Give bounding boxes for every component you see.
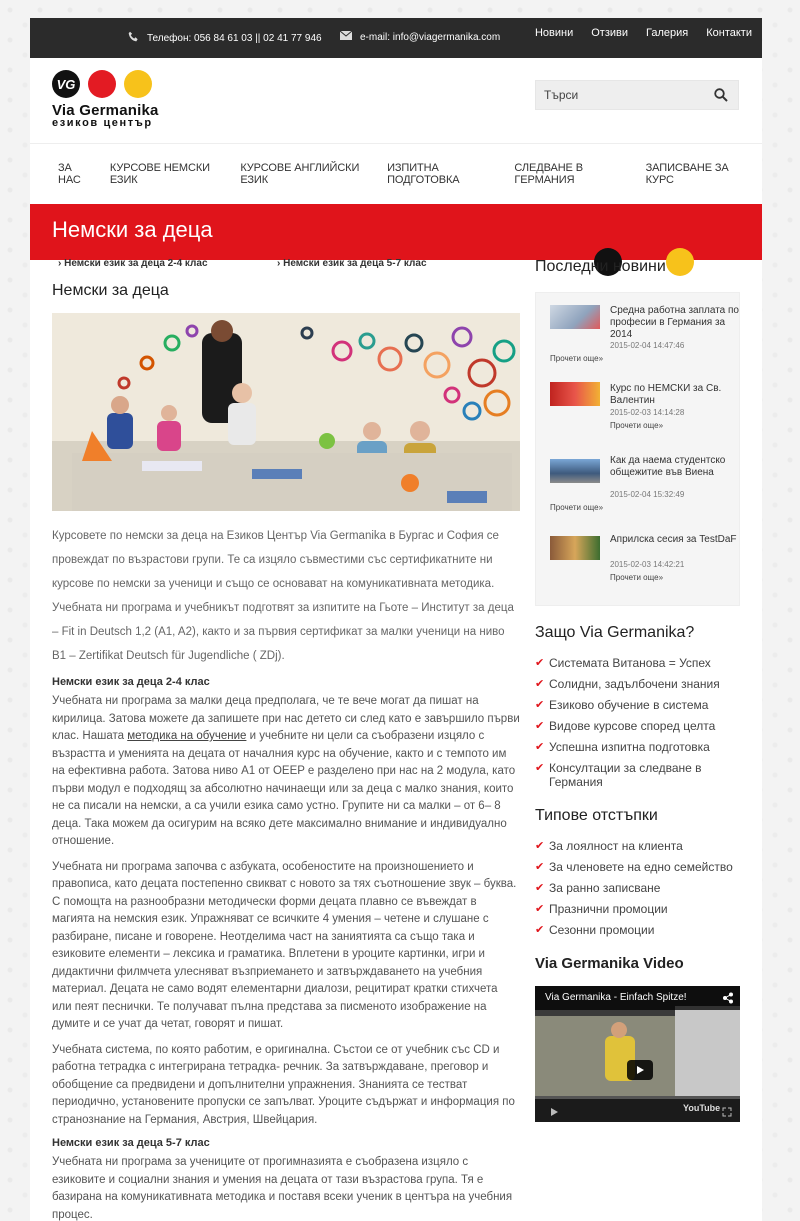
logo-yellow-circle bbox=[124, 70, 152, 98]
search-box bbox=[535, 80, 739, 110]
why-list bbox=[535, 656, 740, 789]
subtab-grade-2-4[interactable]: › Немски език за деца 2-4 клас bbox=[58, 258, 208, 269]
news-title-link[interactable]: Курс по НЕМСКИ за Св. Валентин bbox=[610, 383, 722, 406]
classroom-photo bbox=[52, 313, 520, 511]
subtab-label: Немски език за деца 2-4 клас bbox=[64, 258, 208, 269]
discount-item-label: За членовете на едно семейство bbox=[549, 860, 733, 874]
share-icon[interactable] bbox=[722, 991, 734, 1009]
news-item[interactable] bbox=[550, 534, 737, 586]
main-content bbox=[52, 258, 520, 1221]
why-item[interactable] bbox=[535, 656, 740, 670]
news-date: 2015-02-03 14:14:28 bbox=[610, 408, 685, 417]
check-icon: ✔ bbox=[535, 840, 545, 852]
news-item[interactable] bbox=[550, 382, 727, 459]
why-item-label: Системата Витанова = Успех bbox=[549, 656, 711, 670]
discount-item[interactable] bbox=[535, 902, 740, 916]
check-icon: ✔ bbox=[535, 882, 545, 894]
nav-item-study-germany[interactable]: СЛЕДВАНЕ В ГЕРМАНИЯ bbox=[514, 162, 583, 186]
paragraph-2-4-a bbox=[52, 693, 520, 851]
video-title: Via Germanika Video bbox=[535, 955, 684, 972]
phone-text: Телефон: 056 84 61 03 || 02 41 77 946 bbox=[147, 32, 322, 44]
check-icon: ✔ bbox=[535, 699, 545, 711]
news-title: Последни новини bbox=[535, 258, 666, 275]
discount-item[interactable] bbox=[535, 881, 740, 895]
logo[interactable] bbox=[52, 70, 162, 129]
why-item[interactable] bbox=[535, 740, 740, 754]
play-button[interactable] bbox=[627, 1060, 653, 1080]
check-icon: ✔ bbox=[535, 720, 545, 732]
discount-item[interactable] bbox=[535, 839, 740, 853]
discount-item-label: За ранно записване bbox=[549, 881, 661, 895]
news-title-link[interactable]: Априлска сесия за TestDaF bbox=[610, 534, 737, 545]
article-intro: Курсовете по немски за деца на Езиков Център Via Germanika в Бургас и София се провеждат по възрастови групи. Те са изцяло съвместими със сертификатните ни курсове по немски за ученици и също се основават на комуникативната методика. Учебната ни програма и учебникът подготвят за изпитите на Гьоте – Институт за деца – Fit in Deutsch 1,2 (A1, A2), както и за първия сертификат за малки ученици на ниво B1 – Zertifikat Deutsch für Jugendliche ( ZDj). bbox=[52, 530, 514, 662]
article-heading: Немски за деца bbox=[52, 282, 169, 299]
methodology-link[interactable]: методика на обучение bbox=[127, 730, 247, 742]
check-icon: ✔ bbox=[535, 903, 545, 915]
email-info[interactable] bbox=[340, 31, 500, 43]
check-icon: ✔ bbox=[535, 678, 545, 690]
sidebar bbox=[535, 258, 740, 1122]
subtab-label: Немски език за деца 5-7 клас bbox=[283, 258, 427, 269]
nav-item-german-courses[interactable]: КУРСОВЕ НЕМСКИ ЕЗИК bbox=[109, 162, 210, 186]
paragraph-2-4-c: Учебната система, по която работим, е оригинална. Състои се от учебник със CD и работна тетрадка с интегрирана тетрадка- речник. За затвърждаване, преговор и обобщение са предвидени и допълнителни упражнения. Знанията се тестват периодично, установените пропуски се запълват. Уроците съдържат и информация по странознание на Германия, Австрия, Швейцария. bbox=[52, 1043, 515, 1126]
logo-subtitle: езиков център bbox=[52, 117, 153, 129]
read-more-link[interactable]: Прочети още» bbox=[610, 573, 664, 582]
news-thumbnail bbox=[550, 459, 600, 483]
news-item[interactable] bbox=[550, 455, 727, 536]
news-title-link[interactable]: Как да наема студентско общежитие във Виена bbox=[610, 455, 726, 478]
video-caption: Via Germanika - Einfach Spitze! bbox=[545, 992, 687, 1003]
why-item-label: Консултации за следване в Германия bbox=[549, 761, 702, 789]
subtab-grade-5-7[interactable]: › Немски език за деца 5-7 клас bbox=[277, 258, 427, 269]
main-nav bbox=[30, 144, 762, 204]
read-more-link[interactable]: Прочети още» bbox=[550, 354, 604, 363]
text: Учебната ни програма за малки деца предполага, че те вече могат да пишат на кирилица. Затова можете да запишете при нас детето си след като е завършило първи клас. Нашата bbox=[52, 695, 520, 742]
page-title: Немски за деца bbox=[52, 217, 213, 242]
discount-item[interactable] bbox=[535, 860, 740, 874]
phone-icon bbox=[128, 31, 139, 45]
news-box bbox=[535, 292, 740, 606]
check-icon: ✔ bbox=[535, 657, 545, 669]
why-item-label: Солидни, задълбочени знания bbox=[549, 677, 720, 691]
discounts-list bbox=[535, 839, 740, 937]
email-text: e-mail: info@viagermanika.com bbox=[360, 31, 501, 43]
discount-item-label: За лоялност на клиента bbox=[549, 839, 683, 853]
discount-item-label: Сезонни промоции bbox=[549, 923, 655, 937]
sub-tabs bbox=[58, 258, 520, 269]
news-thumbnail bbox=[550, 382, 600, 406]
top-link-contacts[interactable]: Контакти bbox=[706, 27, 752, 39]
top-link-gallery[interactable]: Галерия bbox=[646, 27, 689, 39]
check-icon: ✔ bbox=[535, 861, 545, 873]
check-icon: ✔ bbox=[535, 741, 545, 753]
news-item[interactable] bbox=[550, 305, 739, 382]
news-date: 2015-02-04 15:32:49 bbox=[610, 490, 685, 499]
top-link-news[interactable]: Новини bbox=[534, 27, 574, 39]
check-icon: ✔ bbox=[535, 762, 545, 774]
why-item-label: Видове курсове според целта bbox=[549, 719, 716, 733]
logo-name: Via Germanika bbox=[52, 102, 159, 119]
read-more-link[interactable]: Прочети още» bbox=[610, 421, 664, 430]
section-heading-2-4: Немски език за деца 2-4 клас bbox=[52, 676, 210, 688]
why-title: Защо Via Germanika? bbox=[535, 624, 695, 641]
search-input[interactable] bbox=[536, 81, 706, 109]
news-title-link[interactable]: Средна работна заплата по професии в Германия за 2014 bbox=[610, 305, 739, 340]
search-icon[interactable] bbox=[706, 81, 736, 109]
why-item[interactable] bbox=[535, 677, 740, 691]
discounts-title: Типове отстъпки bbox=[535, 807, 658, 824]
page-banner bbox=[30, 204, 762, 260]
news-date: 2015-02-04 14:47:46 bbox=[610, 341, 685, 350]
paragraph-2-4-b: Учебната ни програма започва с азбуката, особеностите на произношението и правописа, като децата постепенно свикват с новото за тях съотношение звук – буква. С помощта на разнообразни методически форми децата плавно се въвеждат в магията на немския език. Упражняват се всичките 4 умения – четене и слушане с разбиране, писане и говорене. Неотделима част на заниятията са също така и езиковите елементи – лексика и граматика. Вплетени в уроците картинки, игри и дидактични филмчета улесняват възприемането и затвърждаването на учебния материал. Децата не само водят елементарни диалози, рецитират кратки стихчета или пеят песнички. Те получават пълна представа за писменото изображение на думите и се учат да четат, говорят и пишат. bbox=[52, 860, 517, 1030]
player-play-icon[interactable] bbox=[549, 1104, 559, 1122]
text: и учебните ни цели са съобразени изцяло с възрастта и уменията на децата от началния курс на обучение, както и с темпото им на ефективна работа. Затова ниво A1 от OEEP е разделено при нас на 2 модула, като първи модул е подходящ за абсолютно начинаещи или за деца с малко знания, които не са писали на немски, а са учили езика само устно. Групите ни са малки – от 6– 8 деца. Така можем да осигурим на всяко дете максимално внимание и индивидуално отношение. bbox=[52, 730, 516, 847]
check-icon: ✔ bbox=[535, 924, 545, 936]
envelope-icon bbox=[340, 31, 352, 43]
news-date: 2015-02-03 14:42:21 bbox=[610, 560, 685, 569]
news-thumbnail bbox=[550, 305, 600, 329]
fullscreen-icon[interactable] bbox=[722, 1104, 732, 1122]
why-item[interactable] bbox=[535, 761, 740, 789]
nav-item-exam-prep[interactable]: ИЗПИТНА ПОДГОТОВКА bbox=[387, 162, 460, 186]
read-more-link[interactable]: Прочети още» bbox=[550, 503, 604, 512]
discount-item-label: Празнични промоции bbox=[549, 902, 668, 916]
top-link-reviews[interactable]: Отзиви bbox=[591, 27, 629, 39]
play-icon bbox=[635, 1065, 645, 1075]
logo-circles bbox=[52, 70, 162, 100]
nav-item-about[interactable]: ЗА НАС bbox=[58, 162, 81, 186]
top-nav bbox=[535, 27, 752, 39]
paragraph-5-7-a: Учебната ни програма за учениците от прогимназията е съобразена изцяло с езиковите и социални знания и умения на децата от тази възрастова група. Тя е базирана на комуникативната методика и поставя всеки ученик в центъра на учебния процес. bbox=[52, 1156, 513, 1221]
why-item-label: Успешна изпитна подготовка bbox=[549, 740, 710, 754]
video-player[interactable] bbox=[535, 986, 740, 1122]
page bbox=[30, 18, 762, 1221]
section-heading-5-7: Немски език за деца 5-7 клас bbox=[52, 1137, 210, 1149]
logo-red-circle bbox=[88, 70, 116, 98]
nav-item-english-courses[interactable]: КУРСОВЕ АНГЛИЙСКИ ЕЗИК bbox=[240, 162, 360, 186]
why-item[interactable] bbox=[535, 719, 740, 733]
phone-info bbox=[128, 31, 322, 45]
why-item-label: Езиково обучение в система bbox=[549, 698, 709, 712]
why-item[interactable] bbox=[535, 698, 740, 712]
logo-badge: VG bbox=[52, 70, 80, 98]
youtube-logo[interactable]: YouTube bbox=[683, 1103, 721, 1113]
news-thumbnail bbox=[550, 536, 600, 560]
discount-item[interactable] bbox=[535, 923, 740, 937]
nav-item-enroll[interactable]: ЗАПИСВАНЕ ЗА КУРС bbox=[645, 162, 729, 186]
top-bar bbox=[30, 18, 762, 58]
